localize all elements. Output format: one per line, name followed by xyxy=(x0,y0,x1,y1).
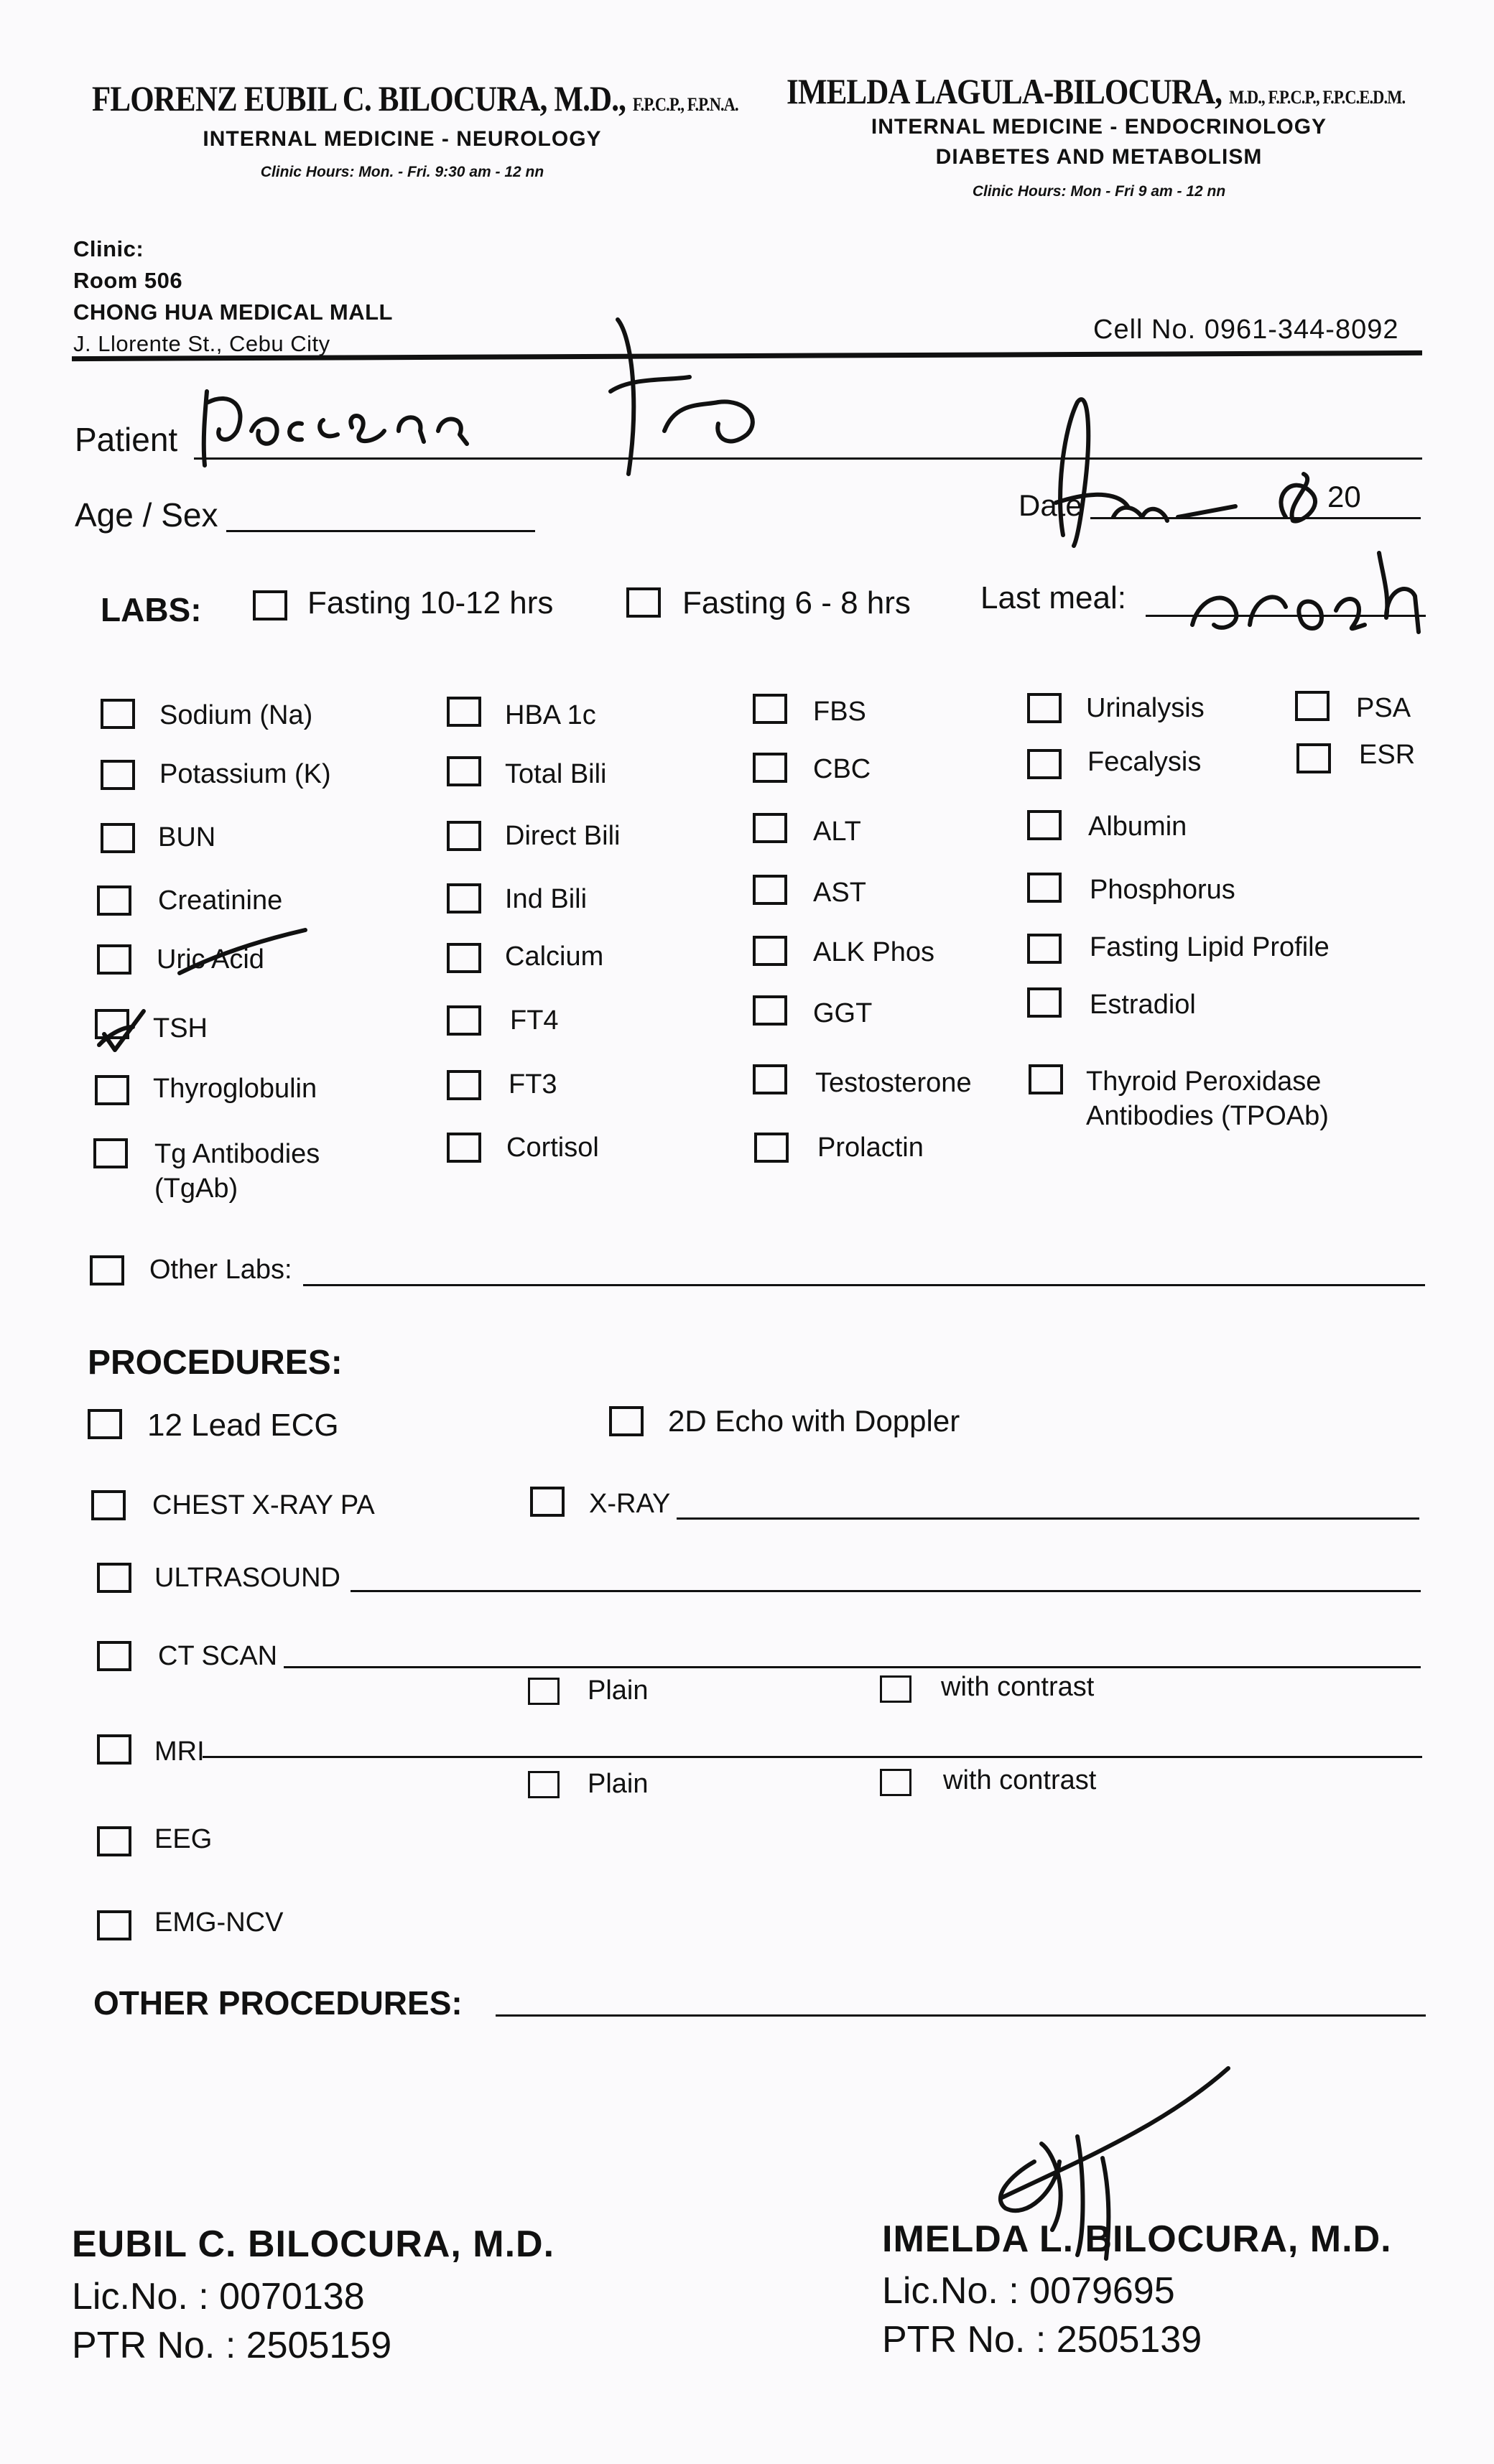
ft3-label: FT3 xyxy=(509,1069,557,1099)
calcium-label: Calcium xyxy=(505,942,604,972)
echo-label: 2D Echo with Doppler xyxy=(668,1404,960,1438)
fasting-6-8-label: Fasting 6 - 8 hrs xyxy=(682,585,911,620)
fecalysis-label: Fecalysis xyxy=(1087,747,1202,777)
alt-label: ALT xyxy=(813,817,861,847)
ast-label: AST xyxy=(813,878,866,908)
psa-checkbox[interactable] xyxy=(1295,691,1330,721)
ggt-label: GGT xyxy=(813,998,873,1028)
cell-number: Cell No. 0961-344-8092 xyxy=(1093,315,1399,345)
other-labs-checkbox[interactable] xyxy=(90,1255,124,1286)
right-clinic-hours: Clinic Hours: Mon - Fri 9 am - 12 nn xyxy=(972,183,1226,200)
albumin-checkbox[interactable] xyxy=(1027,810,1062,840)
tpoab-label: Thyroid Peroxidase Antibodies (TPOAb) xyxy=(1086,1066,1329,1131)
mri-label: MRI xyxy=(154,1737,205,1767)
ind-bili-checkbox[interactable] xyxy=(447,883,481,913)
ind-bili-label: Ind Bili xyxy=(505,884,588,914)
phosphorus-checkbox[interactable] xyxy=(1027,873,1062,903)
creatinine-label: Creatinine xyxy=(158,885,283,916)
ct-scan-line[interactable] xyxy=(284,1666,1421,1668)
ultrasound-checkbox[interactable] xyxy=(97,1563,131,1593)
tsh-checkbox[interactable] xyxy=(95,1009,129,1039)
clinic-label: Clinic: xyxy=(73,236,144,261)
date-year-handwriting xyxy=(1192,553,1419,632)
cbc-checkbox[interactable] xyxy=(753,753,787,783)
ct-contrast-checkbox[interactable] xyxy=(880,1675,911,1703)
fasting-6-8-checkbox[interactable] xyxy=(626,587,661,618)
right-license-number: Lic.No. : 0079695 xyxy=(882,2270,1175,2312)
left-signatory-name: EUBIL C. BILOCURA, M.D. xyxy=(72,2223,555,2265)
eeg-checkbox[interactable] xyxy=(97,1826,131,1856)
ct-contrast-label: with contrast xyxy=(941,1672,1095,1702)
fbs-label: FBS xyxy=(813,697,866,727)
estradiol-checkbox[interactable] xyxy=(1027,987,1062,1018)
sodium-label: Sodium (Na) xyxy=(159,700,313,730)
ft4-checkbox[interactable] xyxy=(447,1005,481,1036)
ft3-checkbox[interactable] xyxy=(447,1070,481,1100)
date-label: Date xyxy=(1019,488,1082,522)
clinic-room: Room 506 xyxy=(73,268,183,293)
estradiol-label: Estradiol xyxy=(1090,990,1196,1020)
prolactin-checkbox[interactable] xyxy=(754,1133,789,1163)
mri-contrast-label: with contrast xyxy=(943,1765,1097,1795)
mri-contrast-checkbox[interactable] xyxy=(880,1769,911,1796)
right-doctor-name: IMELDA LAGULA-BILOCURA, M.D., F.P.C.P., F.P.C.E.D.M. xyxy=(787,71,1406,111)
calcium-checkbox[interactable] xyxy=(447,943,481,973)
thyroglobulin-label: Thyroglobulin xyxy=(153,1074,317,1104)
tg-antibodies-label: Tg Antibodies (TgAb) xyxy=(154,1139,320,1204)
emg-ncv-label: EMG-NCV xyxy=(154,1907,284,1938)
psa-label: PSA xyxy=(1356,693,1411,723)
right-ptr-number: PTR No. : 2505139 xyxy=(882,2319,1202,2361)
date-handwriting xyxy=(1056,399,1315,546)
testosterone-label: Testosterone xyxy=(815,1068,972,1098)
total-bili-label: Total Bili xyxy=(505,759,607,789)
mri-checkbox[interactable] xyxy=(97,1734,131,1765)
ultrasound-label: ULTRASOUND xyxy=(154,1563,340,1593)
date-line[interactable] xyxy=(1090,517,1421,519)
albumin-label: Albumin xyxy=(1088,812,1187,842)
phosphorus-label: Phosphorus xyxy=(1090,875,1235,905)
right-doctor-specialty-2: DIABETES AND METABOLISM xyxy=(935,145,1263,169)
fasting-10-12-checkbox[interactable] xyxy=(253,590,287,620)
patient-line[interactable] xyxy=(194,457,1422,460)
thyroglobulin-checkbox[interactable] xyxy=(95,1075,129,1105)
urinalysis-label: Urinalysis xyxy=(1086,693,1205,723)
ggt-checkbox[interactable] xyxy=(753,995,787,1026)
labs-title: LABS: xyxy=(101,591,202,628)
other-labs-line[interactable] xyxy=(303,1284,1425,1286)
date-century: 20 xyxy=(1327,480,1361,513)
age-sex-line[interactable] xyxy=(226,530,535,532)
cortisol-label: Cortisol xyxy=(506,1133,599,1163)
left-doctor-name: FLORENZ EUBIL C. BILOCURA, M.D., F.P.C.P., F.P.N.A. xyxy=(92,78,738,118)
chest-xray-label: CHEST X-RAY PA xyxy=(152,1490,375,1520)
alk-phos-checkbox[interactable] xyxy=(753,936,787,966)
potassium-checkbox[interactable] xyxy=(101,760,135,790)
testosterone-checkbox[interactable] xyxy=(753,1064,787,1094)
sodium-checkbox[interactable] xyxy=(101,699,135,729)
other-procedures-line[interactable] xyxy=(496,2014,1426,2017)
potassium-label: Potassium (K) xyxy=(159,759,331,789)
tg-antibodies-checkbox[interactable] xyxy=(93,1138,128,1168)
ct-plain-label: Plain xyxy=(588,1675,649,1706)
mri-line[interactable] xyxy=(203,1756,1422,1758)
last-meal-line[interactable] xyxy=(1146,615,1426,617)
other-procedures-title: OTHER PROCEDURES: xyxy=(93,1984,463,2022)
echo-checkbox[interactable] xyxy=(609,1406,644,1436)
urinalysis-checkbox[interactable] xyxy=(1027,693,1062,723)
other-labs-label: Other Labs: xyxy=(149,1255,292,1285)
direct-bili-checkbox[interactable] xyxy=(447,821,481,851)
esr-checkbox[interactable] xyxy=(1296,743,1331,773)
xray-checkbox[interactable] xyxy=(530,1487,565,1517)
clinic-street: J. Llorente St., Cebu City xyxy=(73,331,330,356)
mri-plain-checkbox[interactable] xyxy=(528,1771,560,1798)
ecg-label: 12 Lead ECG xyxy=(147,1408,339,1443)
ct-scan-checkbox[interactable] xyxy=(97,1641,131,1671)
chest-xray-checkbox[interactable] xyxy=(91,1490,126,1520)
ast-checkbox[interactable] xyxy=(753,875,787,905)
cortisol-checkbox[interactable] xyxy=(447,1133,481,1163)
fasting-lipid-label: Fasting Lipid Profile xyxy=(1090,932,1330,962)
fbs-checkbox[interactable] xyxy=(753,694,787,724)
xray-label: X-RAY xyxy=(589,1489,671,1519)
left-doctor-specialty: INTERNAL MEDICINE - NEUROLOGY xyxy=(203,127,602,151)
clinic-building: CHONG HUA MEDICAL MALL xyxy=(73,299,393,325)
tsh-label: TSH xyxy=(153,1013,208,1043)
esr-label: ESR xyxy=(1359,740,1416,770)
xray-line[interactable] xyxy=(677,1517,1419,1520)
creatinine-checkbox[interactable] xyxy=(97,885,131,916)
hba1c-label: HBA 1c xyxy=(505,700,596,730)
left-ptr-number: PTR No. : 2505159 xyxy=(72,2325,392,2366)
ultrasound-line[interactable] xyxy=(351,1590,1421,1592)
age-sex-label: Age / Sex xyxy=(75,496,218,534)
ecg-checkbox[interactable] xyxy=(88,1409,122,1439)
fasting-10-12-label: Fasting 10-12 hrs xyxy=(307,585,554,620)
eeg-label: EEG xyxy=(154,1824,213,1854)
tpoab-checkbox[interactable] xyxy=(1029,1064,1063,1094)
uric-acid-label: Uric Acid xyxy=(157,944,264,975)
ft4-label: FT4 xyxy=(510,1005,559,1036)
hba1c-checkbox[interactable] xyxy=(447,697,481,727)
prolactin-label: Prolactin xyxy=(817,1133,924,1163)
right-signatory-name: IMELDA L. BILOCURA, M.D. xyxy=(882,2218,1392,2260)
procedures-title: PROCEDURES: xyxy=(88,1344,343,1382)
left-license-number: Lic.No. : 0070138 xyxy=(72,2276,365,2317)
fasting-lipid-checkbox[interactable] xyxy=(1027,934,1062,964)
bun-label: BUN xyxy=(158,822,216,852)
uric-acid-checkbox[interactable] xyxy=(97,944,131,975)
cbc-label: CBC xyxy=(813,754,871,784)
ct-plain-checkbox[interactable] xyxy=(528,1678,560,1705)
left-clinic-hours: Clinic Hours: Mon. - Fri. 9:30 am - 12 nn xyxy=(260,164,544,180)
alt-checkbox[interactable] xyxy=(753,813,787,843)
fecalysis-checkbox[interactable] xyxy=(1027,749,1062,779)
direct-bili-label: Direct Bili xyxy=(505,821,621,851)
ct-scan-label: CT SCAN xyxy=(158,1641,278,1671)
alk-phos-label: ALK Phos xyxy=(813,937,934,967)
last-meal-label: Last meal: xyxy=(980,580,1126,615)
mri-plain-label: Plain xyxy=(588,1769,649,1799)
total-bili-checkbox[interactable] xyxy=(447,756,481,786)
emg-ncv-checkbox[interactable] xyxy=(97,1910,131,1940)
right-doctor-specialty-1: INTERNAL MEDICINE - ENDOCRINOLOGY xyxy=(871,115,1327,139)
patient-label: Patient xyxy=(75,421,178,458)
bun-checkbox[interactable] xyxy=(101,823,135,853)
clinic-address xyxy=(73,233,393,360)
